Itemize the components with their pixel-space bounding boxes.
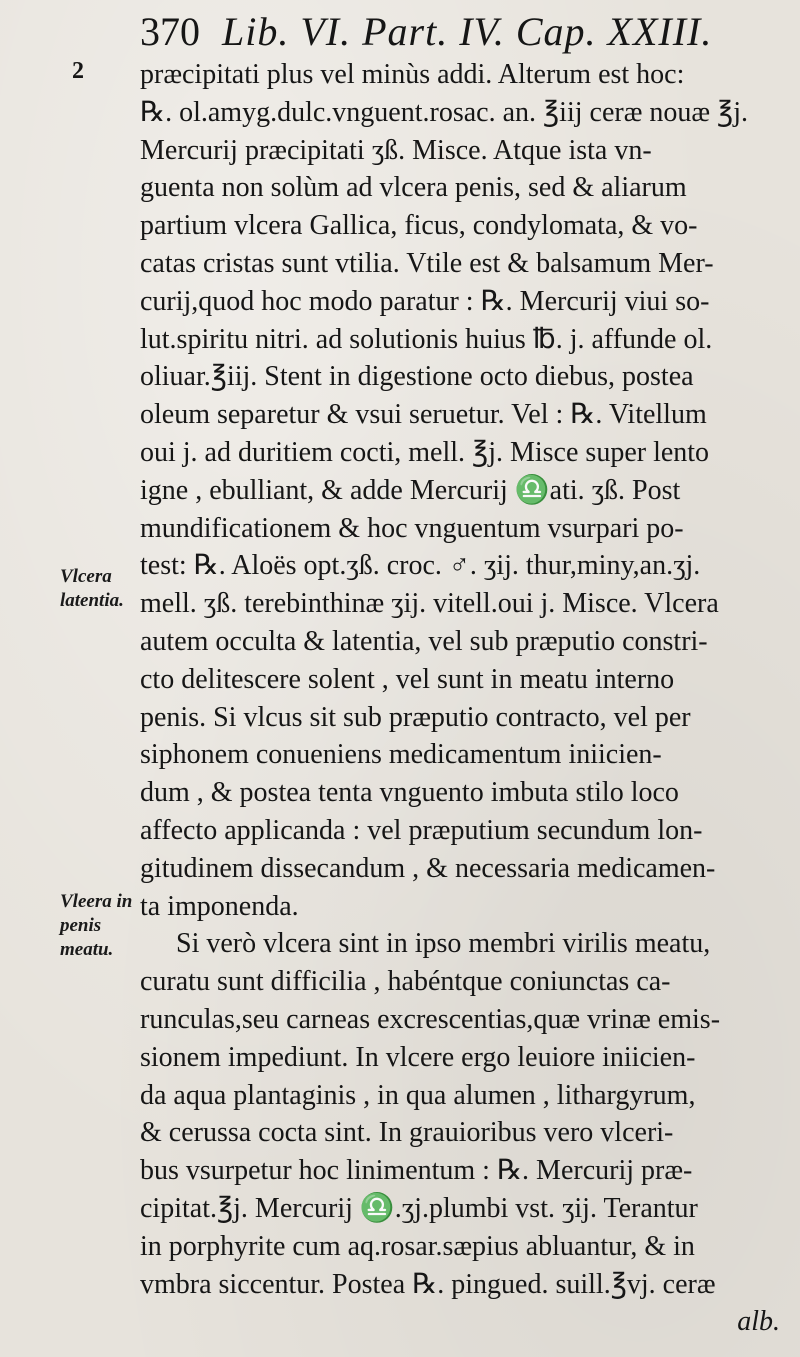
text-line: bus vsurpetur hoc linimentum : ℞. Mercurij præ- [140, 1155, 693, 1187]
margin-number: 2 [72, 58, 84, 84]
chapter-title: Lib. VI. Part. IV. Cap. XXIII. [222, 9, 713, 54]
text-line: in porphyrite cum aq.rosar.sæpius abluantur, & in [140, 1230, 695, 1262]
text-line: gitudinem dissecandum , & necessaria medicamen- [140, 852, 716, 884]
text-line: mell. ʒß. terebinthinæ ʒij. vitell.oui j. Misce. Vlcera [140, 588, 719, 620]
text-line: siphonem conueniens medicamentum iniicien- [140, 739, 662, 771]
margin-note-line: latentia. [60, 590, 124, 611]
margin-note-vlcera-latentia [60, 565, 124, 613]
text-line: test: ℞. Aloës opt.ʒß. croc. ♂. ʒij. thur,miny,an.ʒj. [140, 550, 701, 582]
page-number: 370 [140, 9, 200, 54]
text-line: partium vlcera Gallica, ficus, condylomata, & vo- [140, 210, 698, 242]
text-line: da aqua plantaginis , in qua alumen , lithargyrum, [140, 1079, 696, 1111]
catchword: alb. [737, 1306, 780, 1338]
text-line: vmbra siccentur. Postea ℞. pingued. suill.℥vj. ceræ [140, 1268, 716, 1300]
text-line: affecto applicanda : vel præputium secundum lon- [140, 814, 703, 846]
running-head [140, 6, 770, 58]
text-line: ta imponenda. [140, 890, 299, 922]
text-line: oui j. ad duritiem cocti, mell. ℥j. Misce super lento [140, 436, 710, 468]
text-line: cipitat.℥j. Mercurij ♎.ʒj.plumbi vst. ʒij. Terantur [140, 1192, 698, 1224]
text-line: cto delitescere solent , vel sunt in meatu interno [140, 663, 675, 695]
text-line: dum , & postea tenta vnguento imbuta stilo loco [140, 777, 679, 809]
margin-note-vlcera-in-penis-meatu [60, 890, 132, 962]
text-line: oleum separetur & vsui seruetur. Vel : ℞. Vitellum [140, 399, 707, 431]
text-line: lut.spiritu nitri. ad solutionis huius ℔. j. affunde ol. [140, 323, 713, 355]
text-line: præcipitati plus vel minùs addi. Alterum est hoc: [140, 59, 685, 90]
margin-note-line: penis [60, 915, 102, 936]
text-line: sionem impediunt. In vlcere ergo leuiore iniicien- [140, 1041, 696, 1073]
margin-note-line: meatu. [60, 939, 114, 960]
text-line: & cerussa cocta sint. In grauioribus vero vlceri- [140, 1117, 674, 1149]
text-line: runculas,seu carneas excrescentias,quæ vrinæ emis- [140, 1003, 721, 1035]
margin-note-line: Vleera in [60, 891, 133, 912]
text-line: mundificationem & hoc vnguentum vsurpari po- [140, 512, 684, 544]
text-line: guenta non solùm ad vlcera penis, sed & aliarum [140, 172, 687, 204]
text-line: igne , ebulliant, & adde Mercurij ♎ati. ʒß. Post [140, 474, 681, 506]
text-line: ℞. ol.amyg.dulc.vnguent.rosac. an. ℥iij ceræ nouæ ℥j. [140, 96, 749, 128]
text-line: autem occulta & latentia, vel sub præputio constri- [140, 625, 708, 657]
text-line: curatu sunt difficilia , habéntque coniunctas ca- [140, 966, 671, 998]
text-line: oliuar.℥iij. Stent in digestione octo diebus, postea [140, 361, 694, 393]
text-line: Si verò vlcera sint in ipso membri virilis meatu, [176, 928, 711, 960]
text-line: Mercurij præcipitati ʒß. Misce. Atque ista vn- [140, 134, 652, 166]
margin-note-line: Vlcera [60, 566, 112, 587]
text-line: catas cristas sunt vtilia. Vtile est & balsamum Mer- [140, 247, 714, 279]
text-line: penis. Si vlcus sit sub præputio contracto, vel per [140, 701, 691, 733]
body-text [140, 56, 780, 1341]
text-line: curij,quod hoc modo paratur : ℞. Mercurij viui so- [140, 285, 710, 317]
